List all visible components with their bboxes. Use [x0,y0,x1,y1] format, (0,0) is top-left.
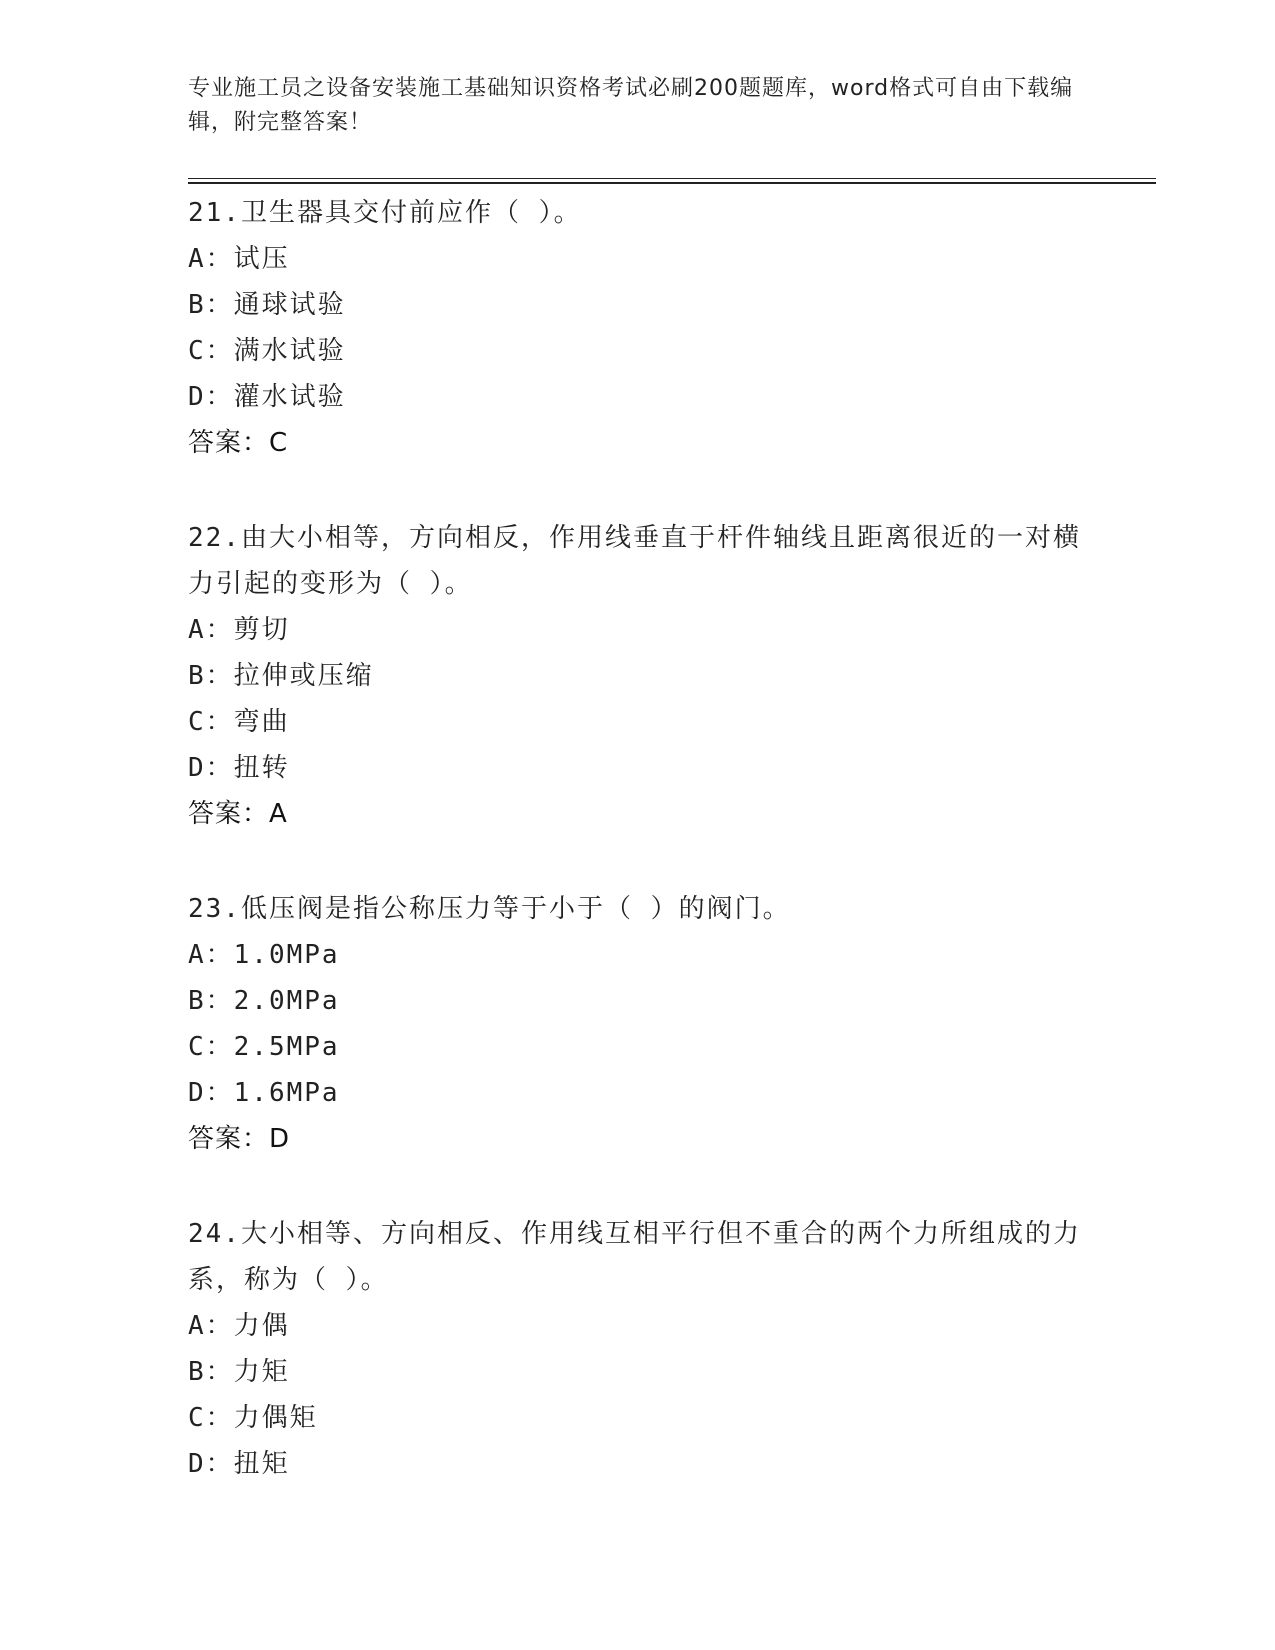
option-text: 灌水试验 [233,382,346,412]
option-text: 满水试验 [233,336,346,366]
option-text: 剪切 [233,615,290,645]
header-rule-thin [188,178,1156,179]
option-label: A： [188,244,234,274]
option-text: 力矩 [233,1357,290,1387]
option-d [188,1070,1088,1116]
option-text: 力偶矩 [233,1403,318,1433]
option-text: 通球试验 [233,290,346,320]
option-c [188,328,1088,374]
option-text: 拉伸或压缩 [233,661,374,691]
option-c [188,1024,1088,1070]
option-text: 试压 [233,244,290,274]
option-text: 扭转 [233,753,290,783]
option-text: 2.0MPa [233,986,340,1016]
question-23 [188,886,1088,1162]
option-label: B： [188,986,234,1016]
option-label: C： [188,336,234,366]
option-b [188,282,1088,328]
option-label: B： [188,1357,234,1387]
option-label: C： [188,707,234,737]
option-text: 1.6MPa [233,1078,340,1108]
option-d [188,374,1088,420]
option-label: C： [188,1032,234,1062]
option-label: B： [188,661,234,691]
answer-line: 答案：C [188,428,289,458]
option-a [188,1303,1088,1349]
option-a [188,607,1088,653]
option-c [188,699,1088,745]
option-label: D： [188,382,234,412]
option-label: A： [188,1311,234,1341]
option-text: 弯曲 [233,707,290,737]
option-b [188,1349,1088,1395]
question-stem: 21.卫生器具交付前应作（ ）。 [188,198,582,228]
option-label: C： [188,1403,234,1433]
option-text: 2.5MPa [233,1032,340,1062]
question-stem: 22.由大小相等，方向相反，作用线垂直于杆件轴线且距离很近的一对横力引起的变形为（ ）。 [188,523,1081,599]
option-label: A： [188,615,234,645]
option-label: D： [188,753,234,783]
option-label: B： [188,290,234,320]
question-24 [188,1211,1088,1487]
question-stem: 23.低压阀是指公称压力等于小于（ ）的阀门。 [188,894,791,924]
option-b [188,653,1088,699]
option-label: A： [188,940,234,970]
option-a [188,236,1088,282]
question-list [188,190,1088,1536]
option-d [188,1441,1088,1487]
document-header: 专业施工员之设备安装施工基础知识资格考试必刷200题题库，word格式可自由下载编辑，附完整答案！ [188,76,1074,135]
question-stem: 24.大小相等、方向相反、作用线互相平行但不重合的两个力所组成的力系，称为（ ）。 [188,1219,1081,1295]
option-b [188,978,1088,1024]
option-a [188,932,1088,978]
option-c [188,1395,1088,1441]
option-text: 力偶 [233,1311,290,1341]
option-label: D： [188,1078,234,1108]
answer-line: 答案：A [188,799,288,829]
question-21 [188,190,1088,466]
question-22 [188,515,1088,837]
header-rule-thick [188,182,1156,184]
option-text: 扭矩 [233,1449,290,1479]
option-label: D： [188,1449,234,1479]
answer-line: 答案：D [188,1124,291,1154]
option-d [188,745,1088,791]
option-text: 1.0MPa [233,940,340,970]
